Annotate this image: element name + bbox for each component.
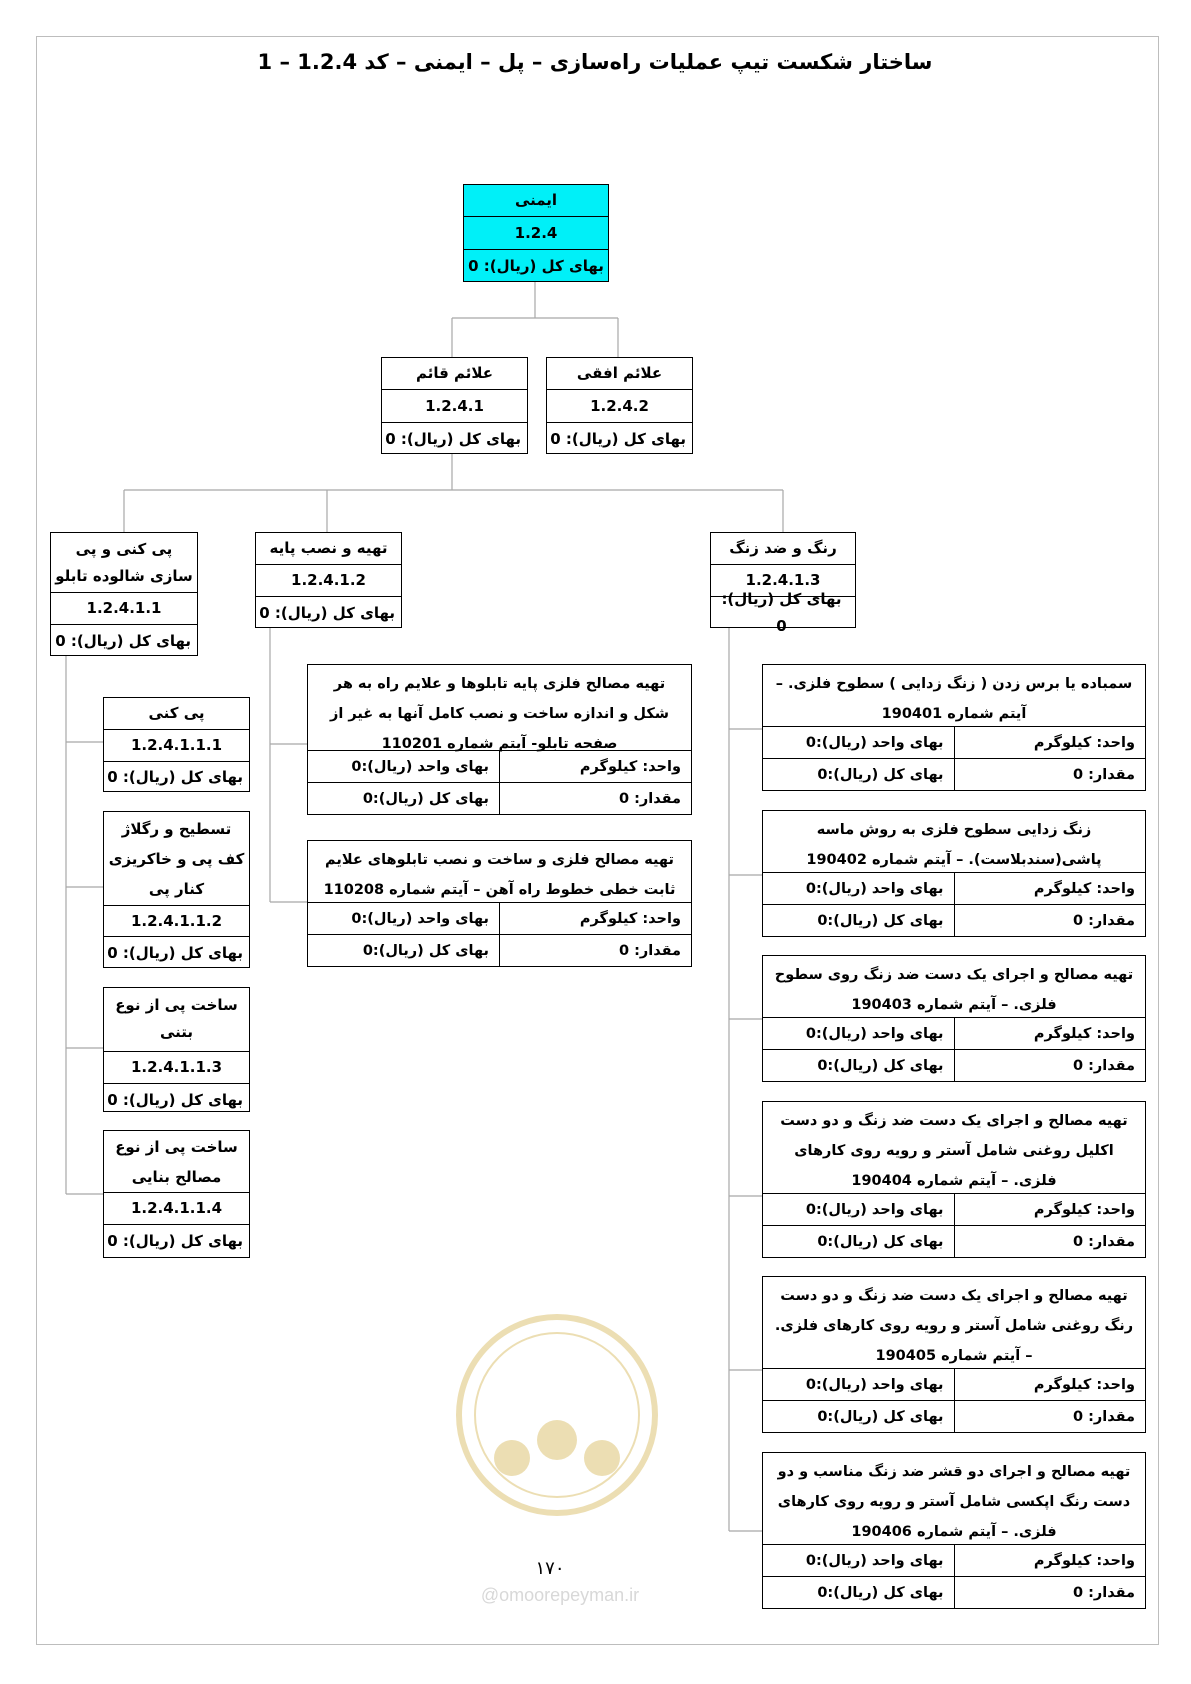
item-total: بهای کل (ریال):0 [817, 912, 944, 929]
node-total: بهای کل (ریال): 0 [107, 1232, 243, 1250]
item-unit-price: بهای واحد (ریال):0 [351, 758, 489, 775]
item-quantity: مقدار: 0 [954, 1577, 1146, 1608]
item-190403[interactable] [762, 955, 1146, 1082]
node-post[interactable] [255, 532, 402, 628]
node-leveling[interactable] [103, 811, 250, 968]
node-name: ساخت پی از نوع بتنی [104, 988, 249, 1052]
node-total: بهای کل (ریال): 0 [385, 429, 521, 448]
node-code: 1.2.4.1.2 [256, 565, 401, 597]
node-total: بهای کل (ریال): 0 [55, 631, 191, 650]
item-unit: واحد: کیلوگرم [954, 1369, 1146, 1400]
watermark-seal-icon [452, 1310, 662, 1520]
node-foundation[interactable] [50, 532, 198, 656]
item-description: زنگ زدایی سطوح فلزی به روش ماسه پاشی(سندبلاست). – آیتم شماره 190402 [763, 811, 1145, 873]
item-unit: واحد: کیلوگرم [499, 751, 691, 782]
item-unit-price: بهای واحد (ریال):0 [805, 734, 944, 751]
item-190401[interactable] [762, 664, 1146, 791]
node-total: بهای کل (ریال): 0 [721, 590, 842, 635]
item-unit: واحد: کیلوگرم [954, 1194, 1146, 1225]
item-description: تهیه مصالح و اجرای یک دست ضد زنگ و دو دست رنگ روغنی شامل آستر و رویه روی کارهای فلزی. – آیتم شماره 190405 [763, 1277, 1145, 1369]
item-190404[interactable] [762, 1101, 1146, 1258]
item-total: بهای کل (ریال):0 [362, 790, 489, 807]
node-code: 1.2.4.1.1 [51, 593, 197, 625]
node-masonry[interactable] [103, 1130, 250, 1258]
item-total: بهای کل (ریال):0 [817, 1233, 944, 1250]
item-190405[interactable] [762, 1276, 1146, 1433]
item-190402[interactable] [762, 810, 1146, 937]
item-unit-price: بهای واحد (ریال):0 [805, 1376, 944, 1393]
watermark-site: @omoorepeyman.ir [480, 1585, 640, 1605]
node-name: تسطیح و رگلاژ کف پی و خاکریزی کنار پی [104, 812, 249, 906]
node-total: بهای کل (ریال): 0 [259, 603, 395, 622]
node-name: ساخت پی از نوع مصالح بنایی [104, 1131, 249, 1193]
node-code: 1.2.4.1.3 [711, 565, 855, 597]
item-unit: واحد: کیلوگرم [954, 873, 1146, 904]
item-quantity: مقدار: 0 [954, 905, 1146, 936]
node-code: 1.2.4 [464, 217, 608, 250]
item-unit: واحد: کیلوگرم [954, 727, 1146, 758]
item-quantity: مقدار: 0 [499, 783, 691, 814]
item-description: تهیه مصالح و اجرای یک دست ضد زنگ روی سطوح فلزی. – آیتم شماره 190403 [763, 956, 1145, 1018]
item-unit-price: بهای واحد (ریال):0 [805, 1201, 944, 1218]
item-total: بهای کل (ریال):0 [817, 1408, 944, 1425]
node-vertical-signs[interactable] [381, 357, 528, 454]
node-paint[interactable] [710, 532, 856, 635]
item-110208[interactable] [307, 840, 692, 967]
node-excavation[interactable] [103, 697, 250, 792]
node-code: 1.2.4.1.1.1 [104, 730, 249, 762]
node-name: رنگ و ضد زنگ [711, 533, 855, 565]
item-description: سمباده یا برس زدن ( زنگ زدایی ) سطوح فلزی. – آیتم شماره 190401 [763, 665, 1145, 727]
node-code: 1.2.4.2 [547, 390, 692, 423]
node-name: ایمنی [464, 185, 608, 217]
node-horizontal-signs[interactable] [546, 357, 693, 454]
node-code: 1.2.4.1.1.3 [104, 1052, 249, 1084]
item-total: بهای کل (ریال):0 [362, 942, 489, 959]
node-name: پی کنی و پی سازی شالوده تابلو [51, 533, 197, 593]
item-quantity: مقدار: 0 [954, 1401, 1146, 1432]
node-code: 1.2.4.1.1.2 [104, 906, 249, 937]
node-code: 1.2.4.1 [382, 390, 527, 423]
node-name: علائم قائم [382, 358, 527, 390]
item-unit-price: بهای واحد (ریال):0 [805, 1552, 944, 1569]
item-quantity: مقدار: 0 [954, 759, 1146, 790]
page-number: ۱۷۰ [535, 1558, 565, 1579]
item-quantity: مقدار: 0 [499, 935, 691, 966]
node-root[interactable] [463, 184, 609, 282]
item-description: تهیه مصالح و اجرای یک دست ضد زنگ و دو دست اکلیل روغنی شامل آستر و رویه روی کارهای فلزی. – آیتم شماره 190404 [763, 1102, 1145, 1194]
node-name: تهیه و نصب پایه [256, 533, 401, 565]
item-description: تهیه مصالح و اجرای دو قشر ضد زنگ مناسب و دو دست رنگ اپکسی شامل آستر و رویه روی کارهای فلزی. – آیتم شماره 190406 [763, 1453, 1145, 1545]
node-concrete[interactable] [103, 987, 250, 1112]
node-name: پی کنی [104, 698, 249, 730]
item-190406[interactable] [762, 1452, 1146, 1609]
item-quantity: مقدار: 0 [954, 1226, 1146, 1257]
item-unit: واحد: کیلوگرم [954, 1545, 1146, 1576]
node-total: بهای کل (ریال): 0 [468, 257, 604, 275]
item-total: بهای کل (ریال):0 [817, 766, 944, 783]
item-total: بهای کل (ریال):0 [817, 1584, 944, 1601]
node-name: علائم افقی [547, 358, 692, 390]
page-title: ساختار شکست تیپ عملیات راه‌سازی – پل – ایمنی – کد 1.2.4 – 1 [257, 50, 933, 74]
node-total: بهای کل (ریال): 0 [107, 768, 243, 786]
item-unit: واحد: کیلوگرم [499, 903, 691, 934]
node-total: بهای کل (ریال): 0 [550, 429, 686, 448]
item-quantity: مقدار: 0 [954, 1050, 1146, 1081]
item-description: تهیه مصالح فلزی و ساخت و نصب تابلوهای علایم ثابت خطی خطوط راه آهن – آیتم شماره 110208 [308, 841, 691, 903]
item-unit-price: بهای واحد (ریال):0 [805, 1025, 944, 1042]
item-unit: واحد: کیلوگرم [954, 1018, 1146, 1049]
node-total: بهای کل (ریال): 0 [107, 1090, 243, 1109]
node-total: بهای کل (ریال): 0 [107, 943, 243, 962]
item-total: بهای کل (ریال):0 [817, 1057, 944, 1074]
item-unit-price: بهای واحد (ریال):0 [351, 910, 489, 927]
node-code: 1.2.4.1.1.4 [104, 1193, 249, 1225]
item-unit-price: بهای واحد (ریال):0 [805, 880, 944, 897]
item-description: تهیه مصالح فلزی پایه تابلوها و علایم راه به هر شکل و اندازه ساخت و نصب کامل آنها به غیر از صفحه تابلو- آیتم شماره 110201 [308, 665, 691, 751]
item-110201[interactable] [307, 664, 692, 815]
